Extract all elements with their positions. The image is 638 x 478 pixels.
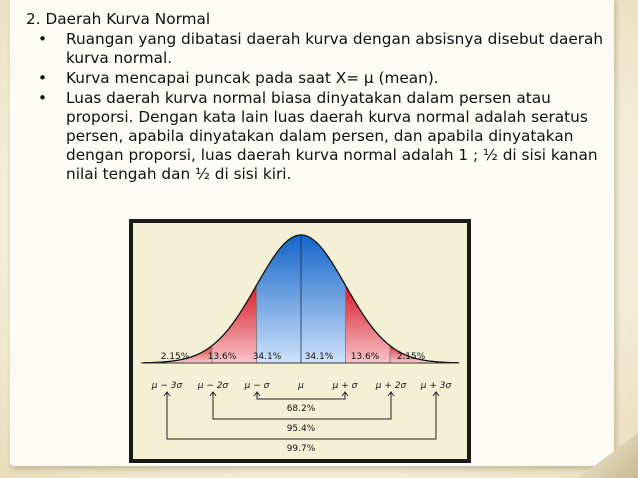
axis-label: μ − σ (244, 381, 270, 391)
curve-region (301, 235, 346, 363)
arrowheads-3sigma (164, 392, 439, 396)
region-label: 2.15% (396, 352, 426, 362)
figure-canvas (133, 223, 467, 459)
bullet-icon: • (38, 89, 48, 107)
arrowheads-1sigma (254, 392, 348, 396)
axis-label: μ + 2σ (375, 381, 407, 391)
bullet-icon: • (38, 30, 48, 48)
region-label: 34.1% (304, 352, 334, 362)
normal-curve-figure (129, 219, 471, 463)
bullet-list (26, 30, 616, 184)
curve-region (257, 235, 302, 363)
slide-heading: 2. Daerah Kurva Normal (26, 10, 211, 28)
region-label: 13.6% (207, 352, 237, 362)
region-label: 34.1% (252, 352, 282, 362)
axis-label: μ − 3σ (151, 381, 183, 391)
bullet-icon: • (38, 69, 48, 87)
slide-text (26, 10, 616, 185)
bullet-item (26, 69, 616, 88)
axis-label: μ + 3σ (420, 381, 452, 391)
interval-label: 68.2% (286, 404, 316, 414)
axis-label: μ + σ (332, 381, 358, 391)
arrowheads-2sigma (210, 392, 394, 396)
bullet-text: Ruangan yang dibatasi daerah kurva dengan absisnya disebut daerah kurva normal. (66, 30, 604, 67)
bullet-text: Kurva mencapai puncak pada saat X= μ (mean). (66, 69, 439, 87)
region-label: 2.15% (160, 352, 190, 362)
axis-label: μ − 2σ (197, 381, 229, 391)
bullet-item (26, 30, 616, 68)
normal-curve-svg (133, 223, 467, 459)
interval-label: 95.4% (286, 424, 316, 434)
axis-label: μ (298, 381, 304, 391)
bullet-text: Luas daerah kurva normal biasa dinyatakan dalam persen atau proporsi. Dengan kata lain luas daerah kurva normal adalah seratus persen, apabila dinyatakan dalam persen, dan apabila dinyatakan dengan proporsi, luas daerah kurva normal adalah 1 ; ½ di sisi kanan nilai tengah dan ½ di sisi kiri. (66, 89, 598, 183)
curve-regions (143, 235, 459, 363)
interval-label: 99.7% (286, 444, 316, 454)
bullet-item (26, 89, 616, 184)
region-label: 13.6% (350, 352, 380, 362)
bracket-1sigma (257, 393, 345, 399)
